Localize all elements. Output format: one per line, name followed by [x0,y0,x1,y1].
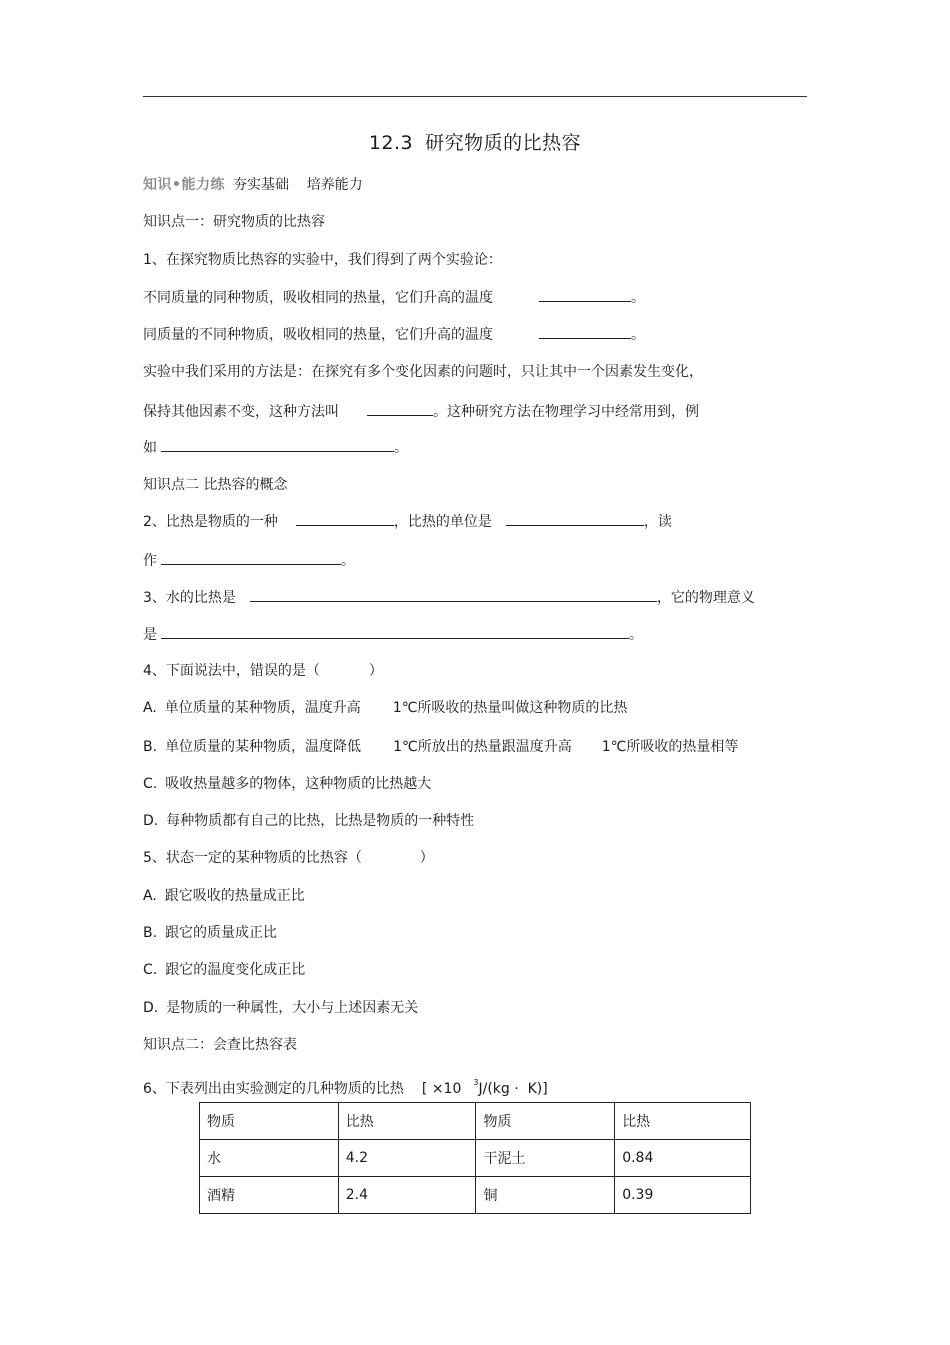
q4-stem: 4、下面说法中，错误的是（ ） [143,663,383,679]
table-header-cell: 比热 [615,1103,751,1140]
q5-stem: 5、状态一定的某种物质的比热容（ ） [143,850,434,866]
table-cell: 2.4 [338,1177,476,1214]
answer-blank[interactable] [161,550,341,565]
answer-blank[interactable] [161,437,394,452]
section-header [143,175,363,195]
q1-stem: 1、在探究物质比热容的实验中，我们得到了两个实验论： [143,252,502,268]
q4-option-a[interactable]: A. 单位质量的某种物质，温度升高 1℃所吸收的热量叫做这种物质的比热 [143,700,628,716]
knowledge-point-1: 知识点一：研究物质的比热容 [143,214,325,230]
table-cell: 0.84 [615,1140,751,1177]
answer-blank[interactable] [296,511,394,526]
answer-blank[interactable] [161,624,629,639]
q5-option-a[interactable]: A. 跟它吸收的热量成正比 [143,888,305,904]
page-title: 12.3 研究物质的比热容 [368,132,582,154]
answer-blank[interactable] [506,511,644,526]
table-header-row [200,1103,751,1140]
table-cell: 水 [200,1140,339,1177]
answer-blank[interactable] [367,401,433,416]
header-rule [143,96,807,97]
q3-line-1: 3、水的比热是 ，它的物理意义 [143,587,755,608]
table-cell: 酒精 [200,1177,339,1214]
q5-option-d[interactable]: D. 是物质的一种属性，大小与上述因素无关 [143,1000,419,1016]
table-header-cell: 物质 [200,1103,339,1140]
table-row [200,1177,751,1214]
q2-line-2: 作 。 [143,550,355,571]
q4-option-b[interactable]: B. 单位质量的某种物质，温度降低 1℃所放出的热量跟温度升高 1℃所吸收的热量相等 [143,739,739,755]
q1-line-b: 同质量的不同种物质，吸收相同的热量，它们升高的温度 。 [143,324,645,345]
table-header-cell: 物质 [476,1103,615,1140]
table-cell: 4.2 [338,1140,476,1177]
answer-blank[interactable] [539,324,631,339]
q4-option-d[interactable]: D. 每种物质都有自己的比热，比热是物质的一种特性 [143,813,475,829]
knowledge-point-3: 知识点二：会查比热容表 [143,1037,297,1053]
q1-line-a: 不同质量的同种物质，吸收相同的热量，它们升高的温度 。 [143,287,645,308]
q3-line-2: 是 。 [143,624,643,645]
knowledge-point-2: 知识点二 比热容的概念 [143,477,288,493]
q4-option-c[interactable]: C. 吸收热量越多的物体，这种物质的比热越大 [143,776,432,792]
table-cell: 0.39 [615,1177,751,1214]
section-subtitle: 夯实基础 培养能力 [232,177,363,193]
answer-blank[interactable] [250,587,657,602]
q2-line-1: 2、比热是物质的一种 ，比热的单位是 ，读 [143,511,672,532]
answer-blank[interactable] [539,287,631,302]
specific-heat-table [199,1102,751,1214]
q5-option-b[interactable]: B. 跟它的质量成正比 [143,925,278,941]
q1-line-c2: 保持其他因素不变，这种方法叫 。这种研究方法在物理学习中经常用到，例 [143,401,699,422]
table-cell: 铜 [476,1177,615,1214]
q1-line-c1: 实验中我们采用的方法是：在探究有多个变化因素的问题时，只让其中一个因素发生变化， [143,364,703,380]
table-header-cell: 比热 [338,1103,476,1140]
q5-option-c[interactable]: C. 跟它的温度变化成正比 [143,962,306,978]
section-tag: 知识•能力练 [143,177,225,193]
q6-stem: 6、下表列出由实验测定的几种物质的比热 [ ×10 $^3$J/(kg · K)] [143,1078,548,1097]
table-row [200,1140,751,1177]
q1-line-c3: 如 。 [143,437,408,458]
table-cell: 干泥土 [476,1140,615,1177]
